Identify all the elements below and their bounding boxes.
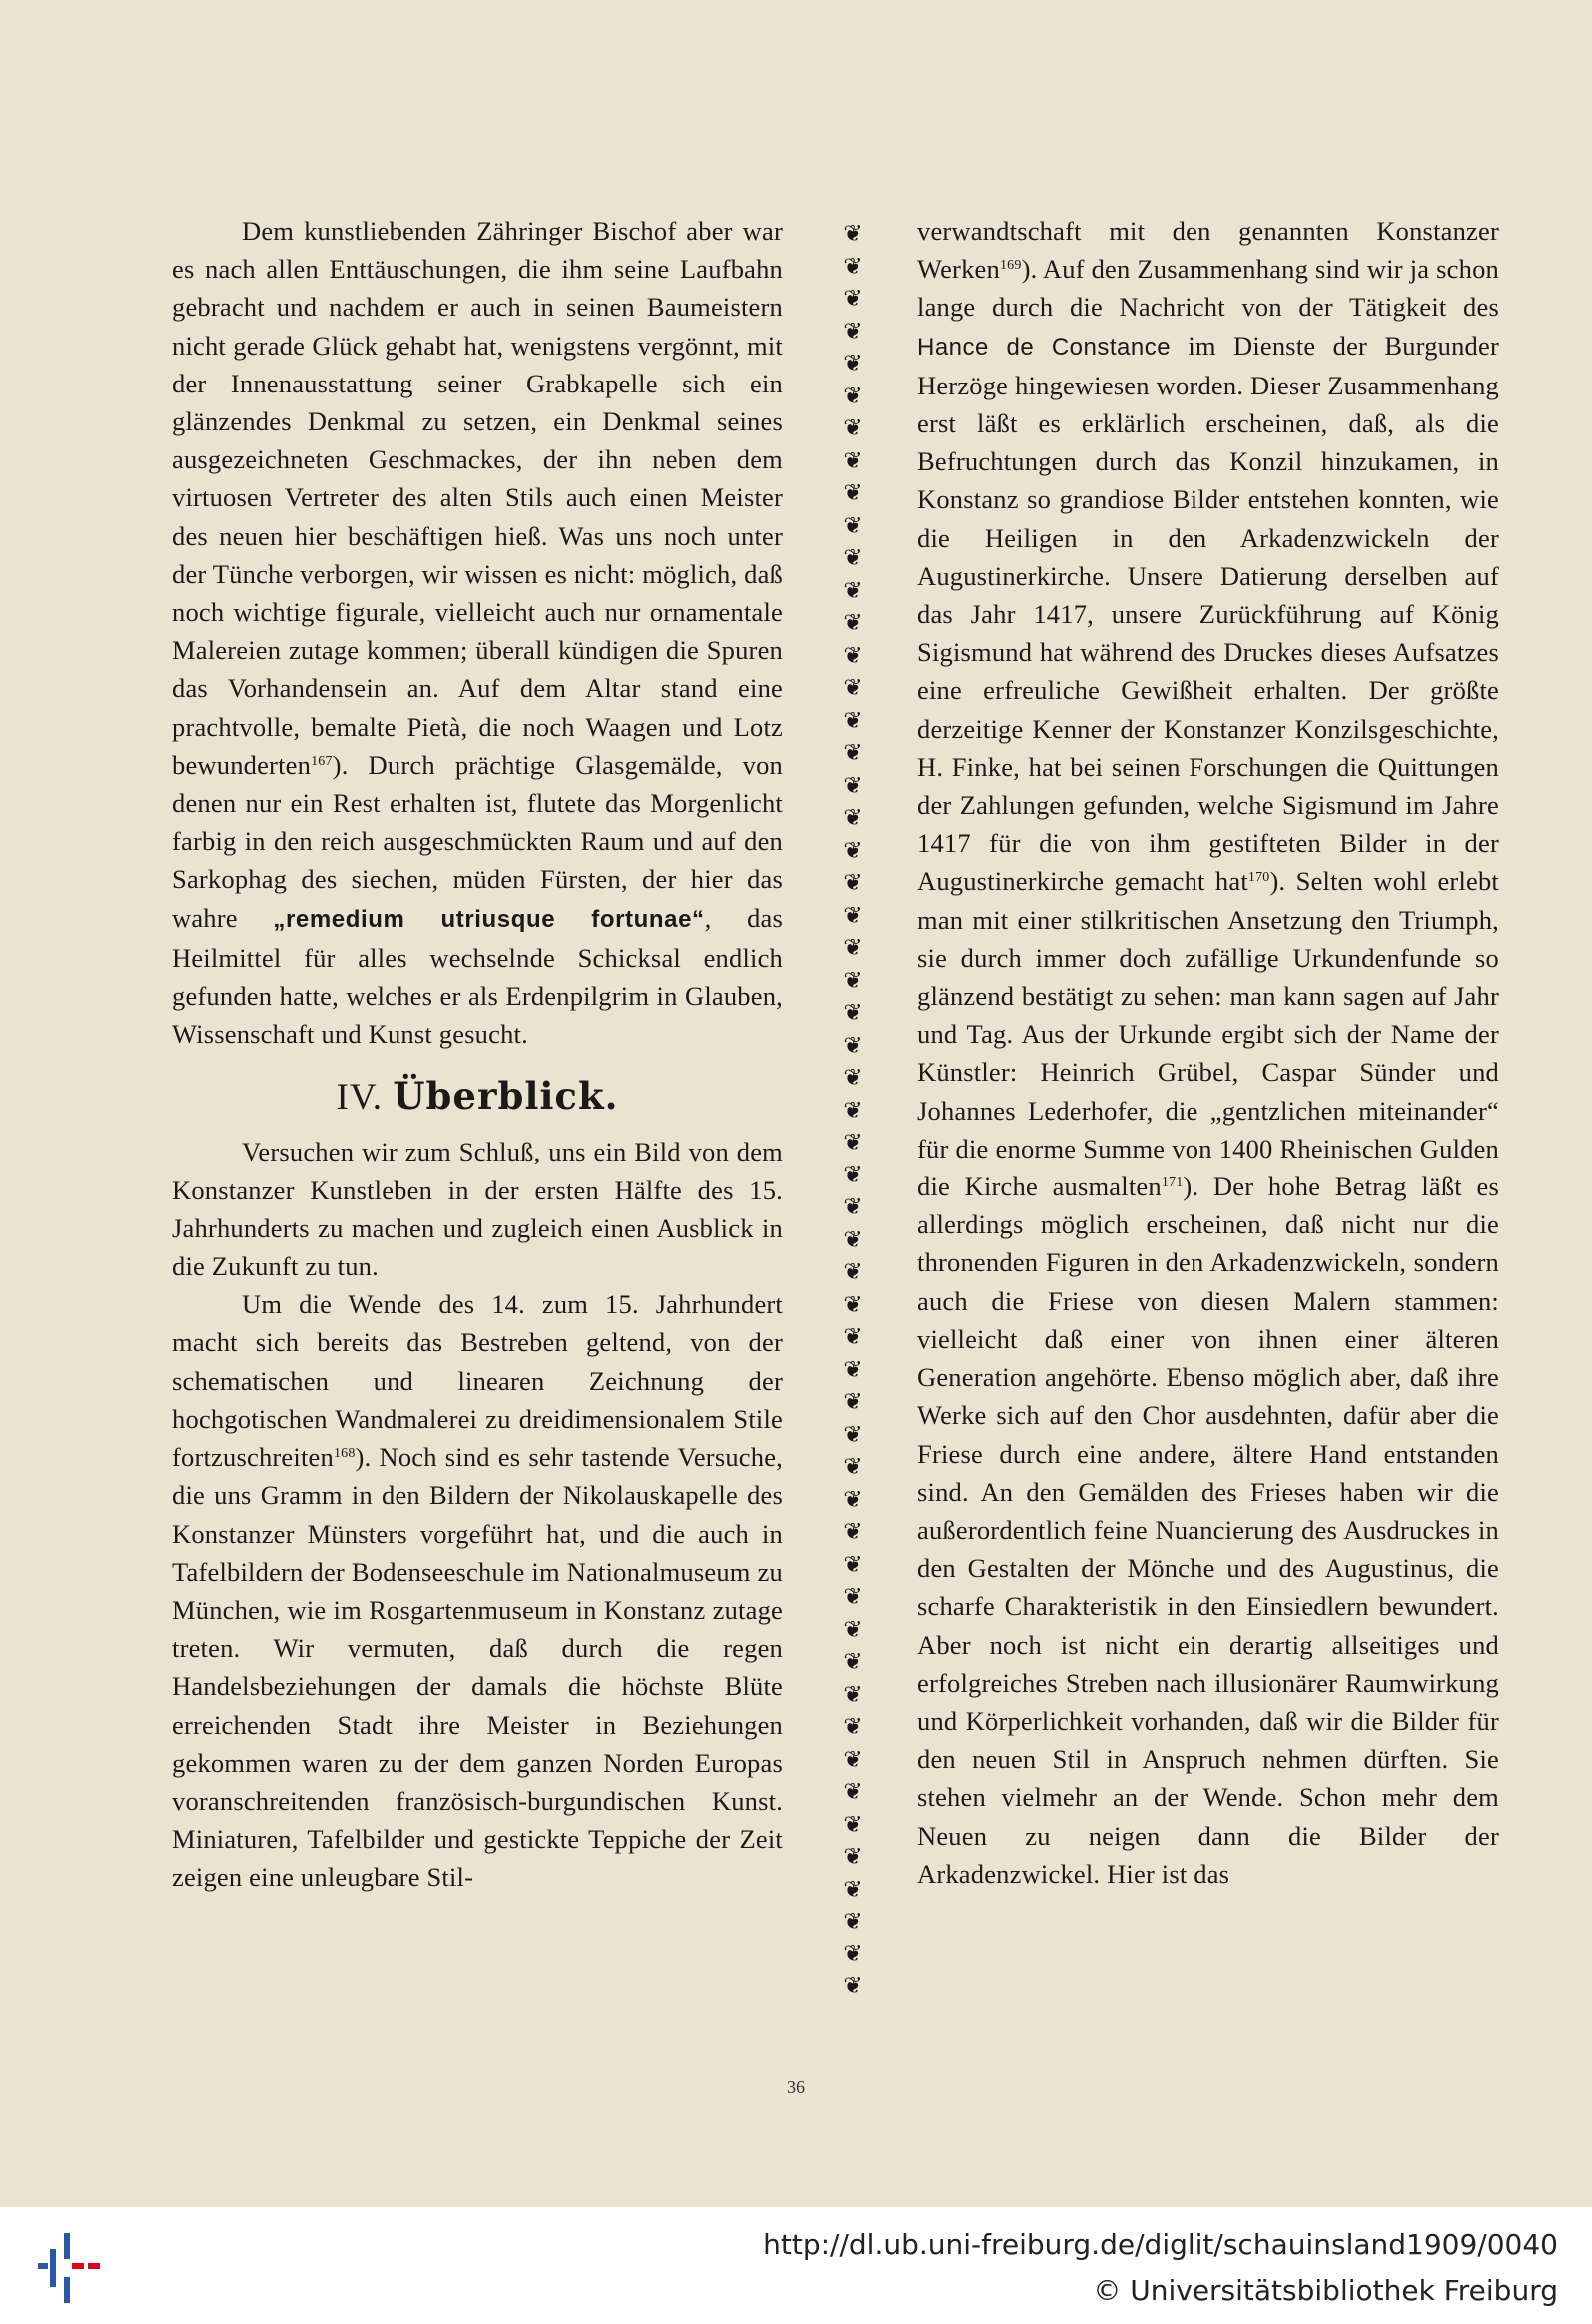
- floral-ornament-icon: ❦: [843, 1811, 863, 1838]
- floral-ornament-icon: ❦: [843, 1746, 863, 1773]
- floral-ornament-icon: ❦: [843, 1065, 863, 1091]
- permalink-url[interactable]: http://dl.ub.uni-freiburg.de/diglit/schauinsland1909/0040: [763, 2228, 1558, 2261]
- footnote-ref-168: 168: [333, 1446, 356, 1462]
- floral-ornament-icon: ❦: [843, 1259, 863, 1285]
- left-text-column: [172, 212, 783, 1897]
- floral-ornament-icon: ❦: [843, 1389, 863, 1415]
- floral-ornament-icon: ❦: [843, 286, 863, 312]
- floral-ornament-icon: ❦: [843, 1324, 863, 1350]
- floral-ornament-icon: ❦: [843, 675, 863, 701]
- floral-ornament-icon: ❦: [843, 1844, 863, 1870]
- floral-ornament-icon: ❦: [843, 1681, 863, 1708]
- footnote-ref-167: 167: [311, 753, 333, 769]
- floral-ornament-icon: ❦: [843, 1584, 863, 1610]
- library-logo-icon: [38, 2233, 102, 2303]
- floral-ornament-icon: ❦: [843, 318, 863, 345]
- floral-ornament-icon: ❦: [843, 1356, 863, 1383]
- viewer-footer: [0, 2207, 1592, 2324]
- floral-ornament-icon: ❦: [843, 967, 863, 994]
- floral-ornament-icon: ❦: [843, 447, 863, 474]
- footnote-ref-171: 171: [1161, 1175, 1184, 1191]
- paragraph-continuation: verwandtschaft mit den genannten Konstanzer Werken$^{169}$). Auf den Zusammenhang sind wir ja schon lange durch die Nachricht von der Tätigkeit des Hance de Constance im Dienste der Burgunder Herzöge hingewiesen worden. Dieser Zusammenhang erst läßt es erklärlich erscheinen, daß, als die Befruchtungen durch das Konzil hinzukamen, in Konstanz so grandiose Bilder entstehen konnten, wie die Heiligen in den Arkadenzwickeln der Augustinerkirche. Unsere Datierung derselben auf das Jahr 1417, unsere Zurückführung auf König Sigismund hat während des Druckes dieses Aufsatzes eine erfreuliche Gewißheit erhalten. Der größte derzeitige Kenner der Konstanzer Konzilsgeschichte, H. Finke, hat bei seinen Forschungen die Quittungen der Zahlungen gefunden, welche Sigismund im Jahre 1417 für die von ihm gestifteten Bilder in der Augustinerkirche gemacht hat$^{170}$). Selten wohl erlebt man mit einer stilkritischen Ansetzung den Triumph, sie durch immer doch zufällige Urkundenfunde so glänzend bestätigt zu sehen: man kann sagen auf Jahr und Tag. Aus der Urkunde ergibt sich der Name der Künstler: Heinrich Grübel, Caspar Sünder und Johannes Lederhofer, die „gentzlichen miteinander“ für die enorme Summe von 1400 Rheinischen Gulden die Kirche ausmalten$^{171}$). Der hohe Betrag läßt es allerdings möglich erscheinen, daß nicht nur die thronenden Figuren in den Arkadenzwickeln, sondern auch die Friese von diesen Malern stammen: vielleicht daß einer von ihnen einer älteren Generation angehörte. Ebenso möglich aber, daß ihre Werke sich auf den Chor ausdehnten, dafür aber die Friese durch eine andere, ältere Hand entstanden sind. An den Gemälden des Frieses haben wir die außerordentlich feine Nuancierung des Ausdruckes in den Gestalten der Mönche und des Augustinus, die scharfe Charakteristik in den Einsiedlern bewundert. Aber noch ist nicht ein derartig allseitiges und erfolgreiches Streben nach illusionärer Raumwirkung und Körperlichkeit vorhanden, daß wir die Bilder für den neuen Stil in Anspruch nehmen dürften. Sie stehen vielmehr an der Wende. Schon mehr dem Neuen zu neigen dann die Bilder der Arkadenzwickel. Hier ist das: [917, 216, 1499, 1889]
- floral-ornament-icon: ❦: [843, 642, 863, 669]
- section-title: Überblick.: [393, 1074, 619, 1119]
- floral-ornament-icon: ❦: [843, 351, 863, 377]
- floral-ornament-icon: ❦: [843, 902, 863, 929]
- floral-ornament-icon: ❦: [843, 772, 863, 799]
- floral-ornament-icon: ❦: [843, 1194, 863, 1220]
- floral-ornament-icon: ❦: [843, 935, 863, 961]
- paragraph-overview-main: Um die Wende des 14. zum 15. Jahrhundert macht sich bereits das Bestreben geltend, von der schematischen und linearen Zeichnung der hochgotischen Wandmalerei zu dreidimensionalem Stile fortzuschreiten$^{168}$). Noch sind es sehr tastende Versuche, die uns Gramm in den Bildern der Nikolauskapelle des Konstanzer Münsters vorgeführt hat, und die auch in Tafelbildern der Bodenseeschule im Nationalmuseum zu München, wie im Rosgartenmuseum in Konstanz zutage treten. Wir vermuten, daß durch die regen Handelsbeziehungen der damals die höchste Blüte erreichenden Stadt ihre Meister in Beziehungen gekommen waren zu der dem ganzen Norden Europas voranschreitenden französisch-burgundischen Kunst. Miniaturen, Tafelbilder und gestickte Teppiche der Zeit zeigen eine unleugbare Stil-: [172, 1289, 783, 1893]
- floral-ornament-icon: ❦: [843, 1909, 863, 1935]
- floral-ornament-icon: ❦: [843, 1551, 863, 1578]
- floral-ornament-icon: ❦: [843, 512, 863, 539]
- floral-ornament-icon: ❦: [843, 1649, 863, 1675]
- floral-ornament-icon: ❦: [843, 253, 863, 280]
- floral-ornament-icon: ❦: [843, 1940, 863, 1967]
- floral-ornament-icon: ❦: [843, 1454, 863, 1480]
- floral-ornament-icon: ❦: [843, 870, 863, 896]
- floral-ornament-icon: ❦: [843, 740, 863, 766]
- floral-ornament-icon: ❦: [843, 805, 863, 831]
- floral-ornament-icon: ❦: [843, 837, 863, 864]
- floral-ornament-icon: ❦: [843, 1162, 863, 1188]
- latin-quote: „remedium utriusque fortunae“: [273, 905, 705, 933]
- floral-ornament-icon: ❦: [843, 577, 863, 604]
- ornamental-column-divider: [835, 218, 871, 2005]
- paragraph-bishop: Dem kunstliebenden Zähringer Bischof aber war es nach allen Enttäuschungen, die ihm seine Laufbahn gebracht und nachdem er auch in seinen Baumeistern nicht gerade Glück gehabt hat, wenigstens vergönnt, mit der Innenausstattung seiner Grabkapelle sich ein glänzendes Denkmal zu setzen, ein Denkmal seines ausgezeichneten Geschmackes, der ihn neben dem virtuosen Vertreter des alten Stils auch einen Meister des neuen hier beschäftigen hieß. Was uns noch unter der Tünche verborgen, wir wissen es nicht: möglich, daß noch wichtige figurale, vielleicht auch nur ornamentale Malereien zutage kommen; überall kündigen die Spuren das Vorhandensein an. Auf dem Altar stand eine prachtvolle, bemalte Pietà, die noch Waagen und Lotz bewunderten$^{167}$). Durch prächtige Glasgemälde, von denen nur ein Rest erhalten ist, flutete das Morgenlicht farbig in den reich ausgeschmückten Raum und auf den Sarkophag des siechen, müden Fürsten, der hier das wahre „remedium utriusque fortunae“, das Heilmittel für alles wechselnde Schicksal endlich gefunden hatte, welches er als Erdenpilgrim in Glauben, Wissenschaft und Kunst gesucht.: [172, 216, 784, 1050]
- floral-ornament-icon: ❦: [843, 707, 863, 734]
- floral-ornament-icon: ❦: [843, 1616, 863, 1643]
- floral-ornament-icon: ❦: [843, 1519, 863, 1545]
- footnote-ref-170: 170: [1247, 870, 1270, 886]
- section-heading: [172, 1071, 783, 1123]
- floral-ornament-icon: ❦: [843, 1486, 863, 1513]
- footnote-ref-169: 169: [999, 258, 1022, 274]
- floral-ornament-icon: ❦: [843, 1876, 863, 1903]
- floral-ornament-icon: ❦: [843, 1226, 863, 1253]
- floral-ornament-icon: ❦: [843, 415, 863, 441]
- floral-ornament-icon: ❦: [843, 1421, 863, 1448]
- page-number: 36: [787, 2077, 805, 2097]
- floral-ornament-icon: ❦: [843, 1130, 863, 1156]
- floral-ornament-icon: ❦: [843, 221, 863, 247]
- floral-ornament-icon: ❦: [843, 1973, 863, 1999]
- floral-ornament-icon: ❦: [843, 545, 863, 571]
- right-text-column: [917, 212, 1499, 1893]
- paragraph-overview-intro: Versuchen wir zum Schluß, uns ein Bild von dem Konstanzer Kunstleben in der ersten Hälfte des 15. Jahrhunderts zu machen und zugleich einen Ausblick in die Zukunft zu tun.: [172, 1137, 783, 1282]
- floral-ornament-icon: ❦: [843, 1714, 863, 1740]
- floral-ornament-icon: ❦: [843, 1000, 863, 1026]
- section-number: IV.: [336, 1077, 384, 1119]
- floral-ornament-icon: ❦: [843, 383, 863, 409]
- floral-ornament-icon: ❦: [843, 1779, 863, 1805]
- floral-ornament-icon: ❦: [843, 610, 863, 636]
- name-hance-de-constance: Hance de Constance: [917, 333, 1172, 361]
- floral-ornament-icon: ❦: [843, 480, 863, 506]
- floral-ornament-icon: ❦: [843, 1291, 863, 1318]
- floral-ornament-icon: ❦: [843, 1032, 863, 1059]
- floral-ornament-icon: ❦: [843, 1097, 863, 1124]
- copyright-notice: © Universitätsbibliothek Freiburg: [1093, 2274, 1558, 2307]
